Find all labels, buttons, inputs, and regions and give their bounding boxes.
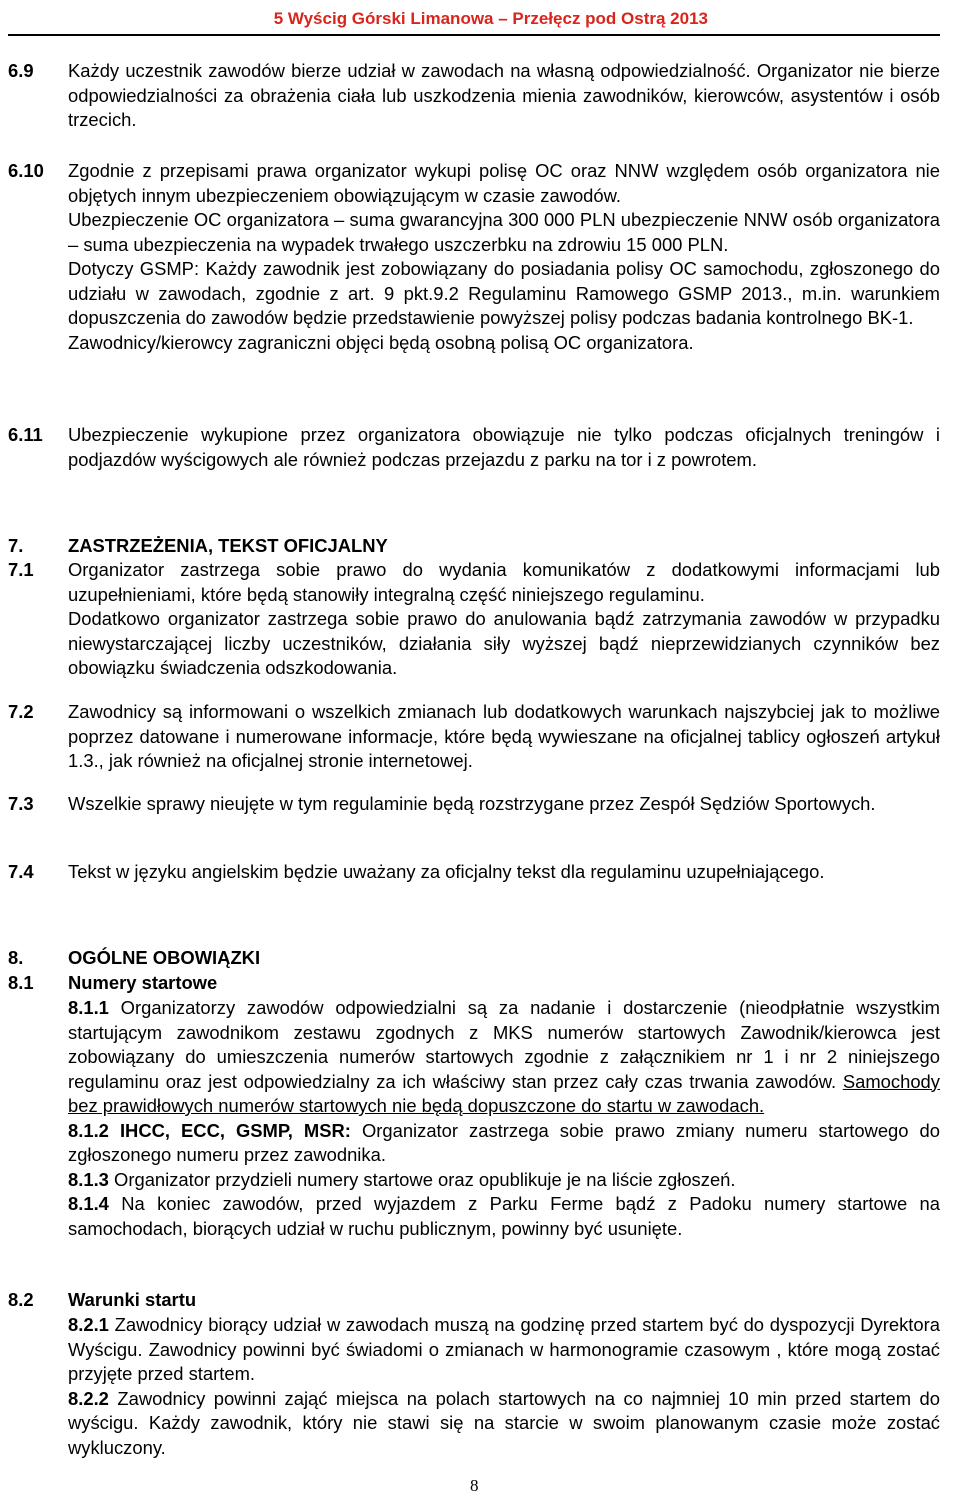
subsection-text: Na koniec zawodów, przed wyjazdem z Parku Ferme bądź z Padoku numery startowe na samochodach, biorących udział w ruchu publicznym, powinny być usunięte. [68,1193,940,1239]
section-7-1 [8,558,940,681]
underlined-notice: Samochody bez prawidłowych numerów startowych nie będą dopuszczone do startu w zawodach. [68,1070,940,1116]
subsection-8-2-1 [68,1313,940,1387]
heading-number: 8.1 [8,972,34,993]
heading-number: 8.2 [8,1289,34,1310]
subsection-number: 8.1.3 [68,1168,109,1190]
section-text: Ubezpieczenie wykupione przez organizatora obowiązuje nie tylko podczas oficjalnych treningów i podjazdów wyścigowych ale również podczas przejazdu z parku na tor i z powrotem. [68,424,940,470]
paragraph-gsmp: Dotyczy GSMP: Każdy zawodnik jest zobowiązany do posiadania polisy OC samochodu, zgłoszonego do udziału w zawodach, zgodnie z art. 9 pkt.9.2 Regulaminu Ramowego GSMP 2013., m.in. warunkiem dopuszczenia do zawodów będzie przedstawienie powyższej polisy podczas badania kontrolnego BK-1. [68,258,940,328]
paragraph-insurance-policy: Zgodnie z przepisami prawa organizator wykupi polisę OC oraz NNW względem osób organizatora nie objętych innym ubezpieczeniem obowiązującym w czasie zawodów. [68,160,940,206]
header-divider [8,34,940,36]
section-7-3 [8,792,940,817]
subsection-number: 8.2.1 [68,1314,109,1335]
section-7-2 [8,700,940,774]
section-text: Każdy uczestnik zawodów bierze udział w zawodach na własną odpowiedzialność. Organizator nie bierze odpowiedzialności za obrażenia ciała lub uszkodzenia mienia zawodników, kierowców, asystentów i osób trzecich. [68,60,940,130]
paragraph-insurance-sums: Ubezpieczenie OC organizatora – suma gwarancyjna 300 000 PLN ubezpieczenie NNW osób organizatora – suma ubezpieczenia na wypadek trwałego uszczerbku na zdrowiu 15 000 PLN. [68,209,940,255]
section-number: 6.11 [8,424,43,445]
subsection-text: Organizator zastrzega sobie prawo zmiany numeru startowego do zgłoszonego numeru przez zawodnika. [68,1119,940,1165]
paragraph-foreign-drivers: Zawodnicy/kierowcy zagraniczni objęci będą osobną polisą OC organizatora. [68,331,694,353]
subsection-number: 8.2.2 [68,1387,109,1409]
section-text: Zawodnicy są informowani o wszelkich zmianach lub dodatkowych warunkach najszybciej jak to możliwe poprzez datowane i numerowane informacje, które będą wywieszane na oficjalnej tablicy ogłoszeń artykuł 1.3., jak również na oficjalnej stronie internetowej. [68,701,940,771]
section-number: 7.3 [8,793,34,814]
section-number: 7.4 [8,861,34,882]
subsection-8-1-4 [68,1192,940,1241]
heading-title: ZASTRZEŻENIA, TEKST OFICJALNY [68,535,388,556]
section-6-10 [8,159,940,355]
subsection-number: 8.1.2 [68,1119,109,1141]
subsection-number: 8.1.4 [68,1193,109,1214]
heading-title: OGÓLNE OBOWIĄZKI [68,947,261,968]
section-8-2-items [8,1313,940,1460]
subsection-8-1-1 [68,996,940,1119]
paragraph-cancellation: Dodatkowo organizator zastrzega sobie prawo do anulowania bądź zatrzymania zawodów w przypadku niewystarczającej liczby uczestników, działania siły wyższej bądź nieprzewidzianych czynników bez obowiązku świadczenia odszkodowania. [68,608,940,678]
section-number: 7.2 [8,701,34,722]
subsection-number: 8.1.1 [68,997,109,1018]
heading-title: Numery startowe [68,972,218,993]
heading-section-8-1 [8,971,217,996]
heading-section-7 [8,534,388,559]
championship-label: IHCC, ECC, GSMP, MSR: [119,1119,351,1141]
subsection-8-2-2 [68,1387,940,1461]
section-text: Tekst w języku angielskim będzie uważany za oficjalny tekst dla regulaminu uzupełniającego. [68,861,825,882]
subsection-text: Organizator przydzieli numery startowe oraz opublikuje je na liście zgłoszeń. [114,1168,736,1190]
section-number: 7.1 [8,559,34,580]
heading-section-8-2 [8,1288,196,1313]
section-6-9 [8,59,940,133]
section-6-11 [8,423,940,472]
page-header-title: 5 Wyścig Górski Limanowa – Przełęcz pod Ostrą 2013 [273,9,708,28]
heading-number: 8. [8,947,24,968]
section-number: 6.10 [8,160,44,181]
subsection-text: Zawodnicy biorący udział w zawodach muszą na godzinę przed startem być do dyspozycji Dyrektora Wyścigu. Zawodnicy powinni być świadomi o zmianach w harmonogramie czasowym , które mogą zostać przyjęte przed startem. [68,1314,940,1384]
section-number: 6.9 [8,60,34,81]
section-8-1-items [8,996,940,1241]
subsection-8-1-3 [68,1168,940,1193]
subsection-text: Zawodnicy powinni zająć miejsca na polach startowych na co najmniej 10 min przed startem do wyścigu. Każdy zawodnik, który nie stawi się na starcie w swoim planowanym czasie może zostać wykluczony. [68,1387,940,1458]
subsection-text: Organizatorzy zawodów odpowiedzialni są za nadanie i dostarczenie (nieodpłatnie wszystkim startującym zawodnikom zestawu zgodnych z MKS numerów startowych Zawodnik/kierowca jest zobowiązany do umieszczenia numerów startowych zgodnie z załącznikiem nr 1 i nr 2 niniejszego regulaminu oraz jest odpowiedzialny za ich właściwy stan przez cały czas trwania zawodów. [68,997,940,1092]
subsection-8-1-2 [68,1119,940,1168]
heading-title: Warunki startu [68,1289,197,1310]
section-text: Wszelkie sprawy nieujęte w tym regulaminie będą rozstrzygane przez Zespół Sędziów Sportowych. [68,793,876,814]
paragraph-communiques: Organizator zastrzega sobie prawo do wydania komunikatów z dodatkowymi informacjami lub uzupełnieniami, które będą stanowiły integralną część niniejszego regulaminu. [68,559,940,605]
heading-number: 7. [8,535,24,556]
section-7-4 [8,860,940,885]
heading-section-8 [8,946,260,971]
page-number: 8 [470,1476,479,1495]
